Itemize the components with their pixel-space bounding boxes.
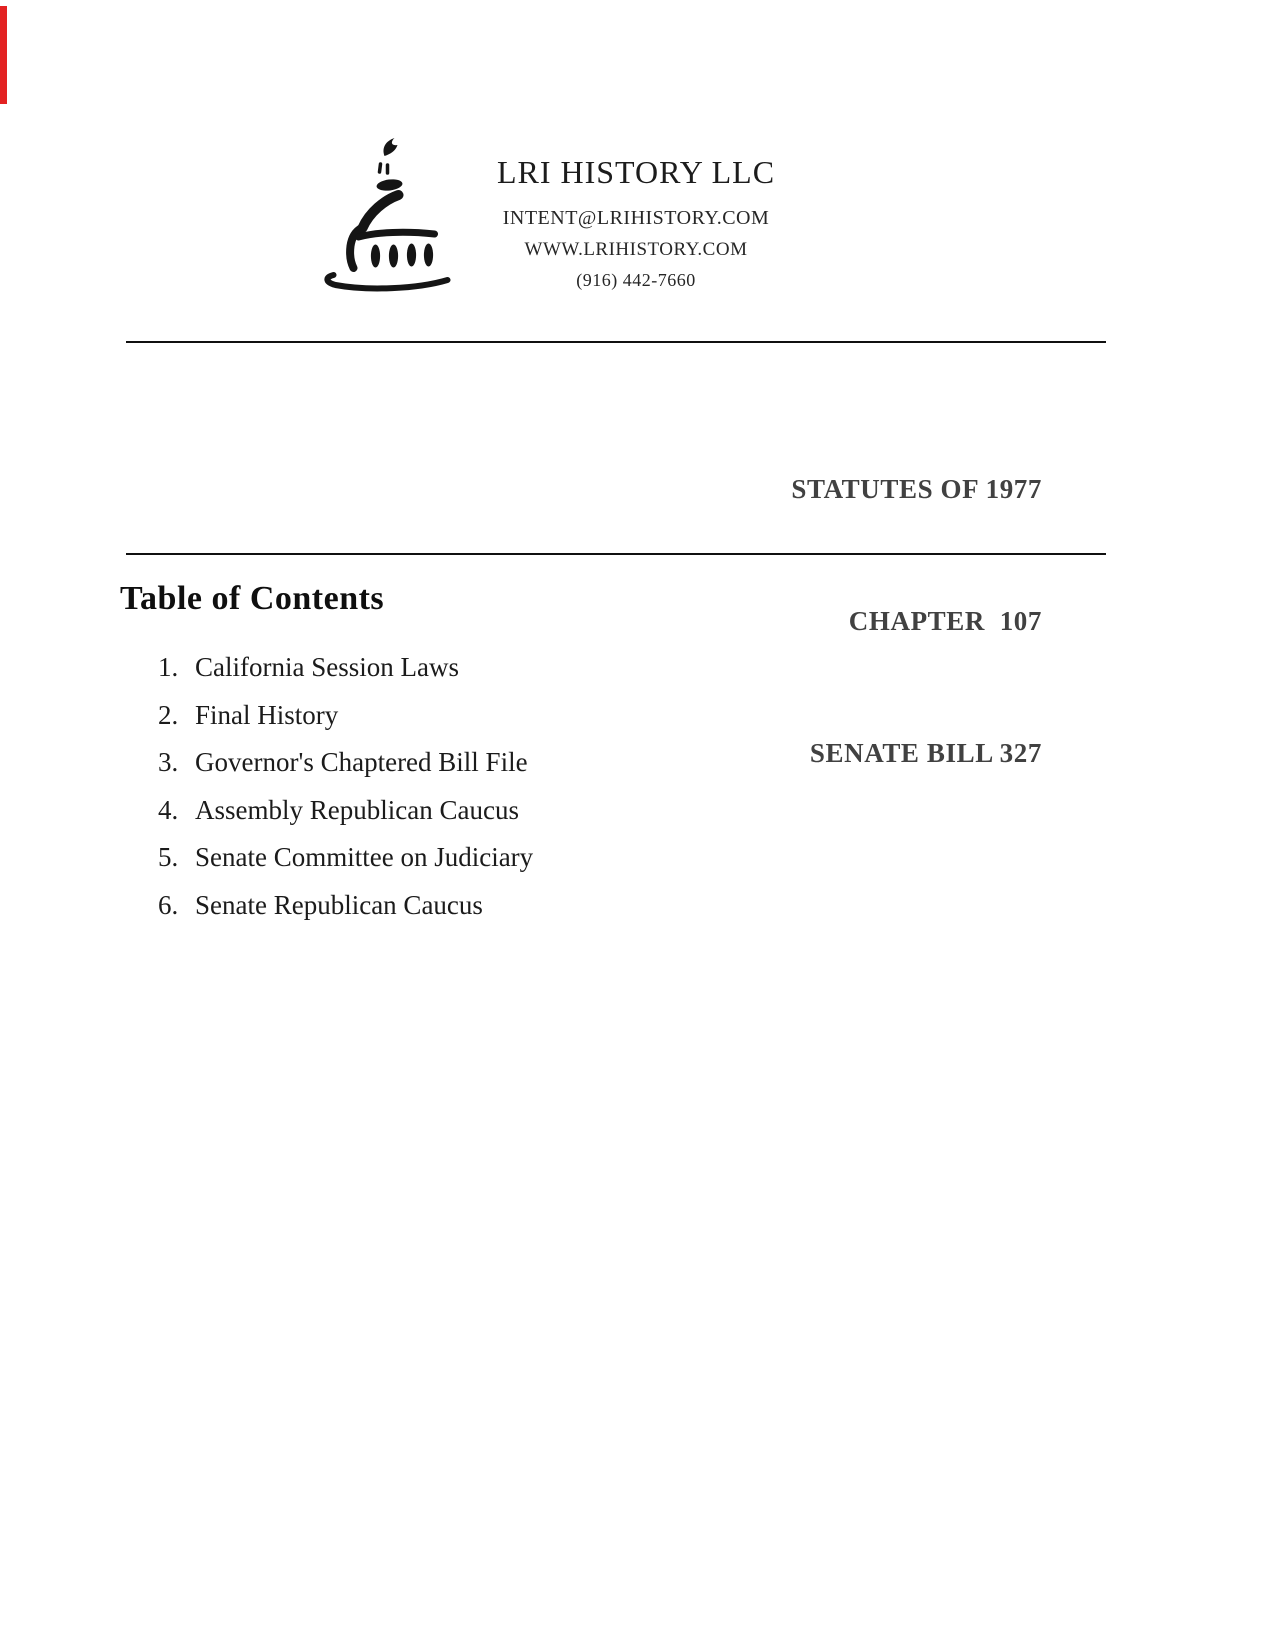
company-email: INTENT@LRIHISTORY.COM bbox=[502, 207, 770, 229]
toc-item-label: Senate Republican Caucus bbox=[195, 889, 483, 920]
company-website: WWW.LRIHISTORY.COM bbox=[524, 239, 748, 260]
toc-item bbox=[158, 834, 533, 882]
horizontal-rule-bottom bbox=[126, 553, 1106, 555]
toc-heading: Table of Contents bbox=[120, 580, 385, 617]
toc-item-number: 1. bbox=[158, 652, 179, 682]
toc-item-label: Final History bbox=[195, 699, 339, 730]
horizontal-rule-top bbox=[126, 341, 1106, 343]
toc-item bbox=[158, 787, 533, 835]
toc-item-label: California Session Laws bbox=[195, 652, 459, 682]
toc-list bbox=[158, 644, 533, 930]
company-name: LRI HISTORY LLC bbox=[496, 154, 776, 190]
statutes-line: STATUTES OF 1977 bbox=[791, 474, 1042, 504]
scan-artifact-red-mark bbox=[0, 6, 7, 104]
chapter-line: CHAPTER 107 bbox=[848, 606, 1042, 636]
toc-item-label: Assembly Republican Caucus bbox=[195, 794, 519, 825]
toc-item bbox=[158, 739, 533, 787]
toc-item-number: 3. bbox=[158, 747, 179, 778]
toc-item-number: 2. bbox=[158, 699, 179, 730]
toc-item-number: 4. bbox=[158, 794, 179, 825]
toc-item bbox=[158, 692, 533, 740]
document-reference bbox=[791, 379, 1042, 863]
letterhead bbox=[440, 154, 832, 291]
toc-item bbox=[158, 882, 533, 930]
toc-item-label: Governor's Chaptered Bill File bbox=[195, 747, 528, 778]
company-phone: (916) 442-7660 bbox=[576, 270, 696, 290]
toc-item bbox=[158, 644, 533, 692]
toc-item-label: Senate Committee on Judiciary bbox=[195, 842, 534, 873]
toc-item-number: 5. bbox=[158, 842, 179, 873]
toc-item-number: 6. bbox=[158, 889, 179, 920]
senate-bill-line: SENATE BILL 327 bbox=[809, 738, 1042, 768]
